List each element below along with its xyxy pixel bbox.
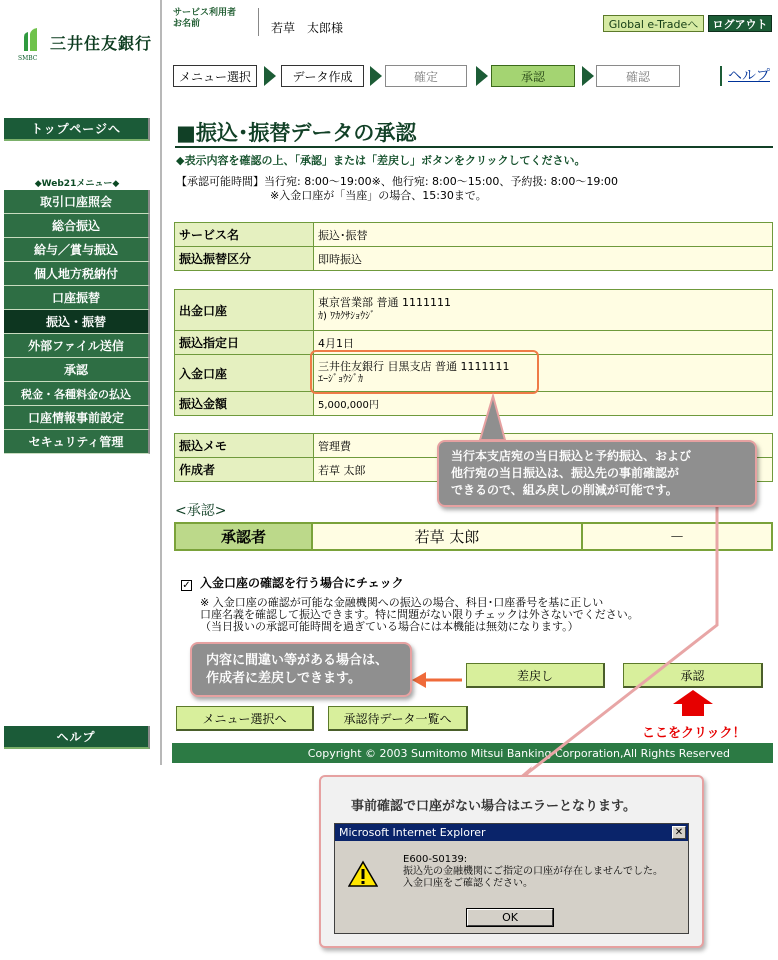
step-confirm: 確定 (385, 65, 467, 87)
warning-icon (348, 860, 378, 888)
approver-name: 若草 太郎 (312, 523, 582, 550)
error-example-panel (319, 775, 704, 948)
sidebar-item-account-preset[interactable]: 口座情報事前設定 (4, 406, 150, 430)
dialog-title (335, 824, 688, 841)
click-here-label: ここをクリック！ (642, 726, 746, 741)
table-row (175, 223, 773, 247)
dialog-message-line: E600-S0139: (403, 854, 468, 865)
user-label (173, 8, 236, 30)
amount-label: 振込金額 (175, 392, 314, 416)
note-line: （当日扱いの承認可能時間を過ぎている場合には本機能は無効になります。） (200, 620, 579, 633)
note-line: 口座名義を確認して振込できます。特に問題がない限りチェックは外さないでください。 (200, 608, 639, 621)
callout-line: できるので、組み戻しの削減が可能です。 (451, 483, 678, 497)
pending-list-button[interactable]: 承認待データ一覧へ (328, 706, 468, 731)
account-check-label: 入金口座の確認を行う場合にチェック (200, 576, 404, 590)
smbc-logo-icon (20, 27, 42, 53)
debit-account-label: 出金口座 (175, 290, 314, 331)
callout-line: 作成者に差戻しできます。 (206, 671, 361, 686)
step-arrow-icon (476, 66, 488, 86)
memo-value: 管理費 (314, 434, 773, 458)
header-separator (258, 8, 259, 36)
transfer-date-value: 4月1日 (314, 331, 773, 355)
table-row (175, 523, 772, 550)
sidebar-item-account-inquiry[interactable]: 取引口座照会 (4, 190, 150, 214)
sidebar-item-salary-transfer[interactable]: 給与／賞与振込 (4, 238, 150, 262)
step-arrow-icon (582, 66, 594, 86)
step-data-create: データ作成 (281, 65, 364, 87)
service-name-label: サービス名 (175, 223, 314, 247)
hours-text: 【承認可能時間】当行宛: 8:00～19:00※、他行宛: 8:00～15:00、予約扱: 8:00～19:00 (176, 175, 619, 188)
user-label-line-1: サービス利用者 (173, 8, 237, 18)
step-arrow-icon (370, 66, 382, 86)
approve-button[interactable]: 承認 (623, 663, 763, 688)
return-arrow-icon (412, 672, 426, 688)
callout-line: 他行宛の当日振込は、振込先の事前確認が (451, 466, 680, 480)
global-etrade-button[interactable]: Global e-Tradeへ (603, 15, 704, 32)
dialog-ok-button[interactable]: OK (467, 909, 553, 926)
callout-return (190, 642, 412, 697)
footer-copyright: Copyright © 2003 Sumitomo Mitsui Banking Corporation,All Rights Reserved (172, 743, 773, 763)
note-line: ※ 入金口座の確認が可能な金融機関への振込の場合、科目･口座番号を基に正しい (200, 596, 604, 609)
transfer-type-value: 即時振込 (314, 247, 773, 271)
return-button[interactable]: 差戻し (466, 663, 605, 688)
page-title: ■振込･振替データの承認 (176, 121, 417, 145)
instruction-text: ◆表示内容を確認の上、「承認」または「差戻し」ボタンをクリックしてください。 (176, 154, 586, 167)
error-dialog (334, 823, 689, 934)
bank-sub: SMBC (18, 55, 38, 62)
memo-label: 振込メモ (175, 434, 314, 458)
sidebar-divider (160, 0, 162, 765)
table-row (175, 247, 773, 271)
debit-account-value (314, 290, 773, 331)
dialog-title-text: Microsoft Internet Explorer (339, 826, 486, 839)
user-label-line-2: お名前 (173, 19, 201, 29)
credit-account-line-1: 三井住友銀行 目黒支店 普通 1111111 (318, 360, 510, 373)
callout-precheck (437, 440, 757, 507)
sidebar-item-local-tax[interactable]: 個人地方税納付 (4, 262, 150, 286)
debit-account-line-2: ｶ) ﾜｶｸｻｼｮｳｼﾞ (318, 311, 376, 322)
title-underline (175, 146, 773, 148)
debit-account-line-1: 東京営業部 普通 1111111 (318, 296, 451, 309)
credit-account-label: 入金口座 (175, 355, 314, 392)
bank-name: 三井住友銀行 (50, 34, 153, 53)
logout-button[interactable]: ログアウト (708, 15, 772, 32)
sidebar (0, 0, 160, 765)
dialog-message (403, 854, 663, 890)
web21-menu-title: ◆Web21メニュー◆ (34, 179, 120, 189)
approval-table (174, 522, 773, 551)
help-link[interactable]: ヘルプ (720, 66, 770, 86)
help-button[interactable]: ヘルプ (4, 726, 150, 749)
sidebar-item-external-file[interactable]: 外部ファイル送信 (4, 334, 150, 358)
step-approve: 承認 (491, 65, 575, 87)
service-name-value: 振込･振替 (314, 223, 773, 247)
top-page-button[interactable]: トップページへ (4, 118, 150, 141)
account-check-row[interactable] (181, 574, 404, 591)
close-icon[interactable]: ✕ (672, 826, 686, 839)
error-caption: 事前確認で口座がない場合はエラーとなります。 (351, 799, 636, 814)
credit-account-highlight (310, 350, 539, 394)
hours-note: ※入金口座が「当座」の場合、15:30まで。 (270, 189, 487, 202)
approver-label: 承認者 (175, 523, 312, 550)
approver-extra: － (582, 523, 772, 550)
user-name: 若草 太郎様 (271, 21, 344, 35)
callout-line: 内容に間違い等がある場合は、 (206, 653, 389, 668)
service-table (174, 222, 773, 271)
sidebar-item-approval[interactable]: 承認 (4, 358, 150, 382)
step-arrow-icon (264, 66, 276, 86)
approval-section-title: <承認> (175, 503, 227, 519)
callout-line: 当行本支店宛の当日振込と予約振込、および (451, 449, 692, 463)
sidebar-item-bulk-transfer[interactable]: 総合振込 (4, 214, 150, 238)
account-check-note (200, 597, 639, 633)
transfer-date-label: 振込指定日 (175, 331, 314, 355)
web21-menu (4, 190, 150, 454)
transfer-type-label: 振込振替区分 (175, 247, 314, 271)
click-arrow-icon (673, 690, 713, 716)
table-row (175, 392, 773, 416)
amount-value: 5,000,000円 (314, 392, 773, 416)
checkbox-checked-icon[interactable]: ✓ (182, 580, 191, 591)
step-check: 確認 (596, 65, 680, 87)
dialog-message-line: 入金口座をご確認ください。 (403, 878, 533, 889)
creator-value: 若草 太郎 (314, 458, 773, 482)
sidebar-item-account-transfer[interactable]: 口座振替 (4, 286, 150, 310)
sidebar-item-transfer[interactable]: 振込・振替 (4, 310, 150, 334)
sidebar-item-tax-payment[interactable]: 税金・各種料金の払込 (4, 382, 150, 406)
dialog-message-line: 振込先の金融機関にご指定の口座が存在しませんでした。 (403, 866, 663, 877)
sidebar-item-security[interactable]: セキュリティ管理 (4, 430, 150, 454)
step-menu-select: メニュー選択 (173, 65, 257, 87)
credit-account-line-2: ｴｰｼﾞｮｳｼﾞｶ (318, 374, 363, 385)
menu-select-button[interactable]: メニュー選択へ (176, 706, 314, 731)
table-row (175, 290, 773, 331)
creator-label: 作成者 (175, 458, 314, 482)
